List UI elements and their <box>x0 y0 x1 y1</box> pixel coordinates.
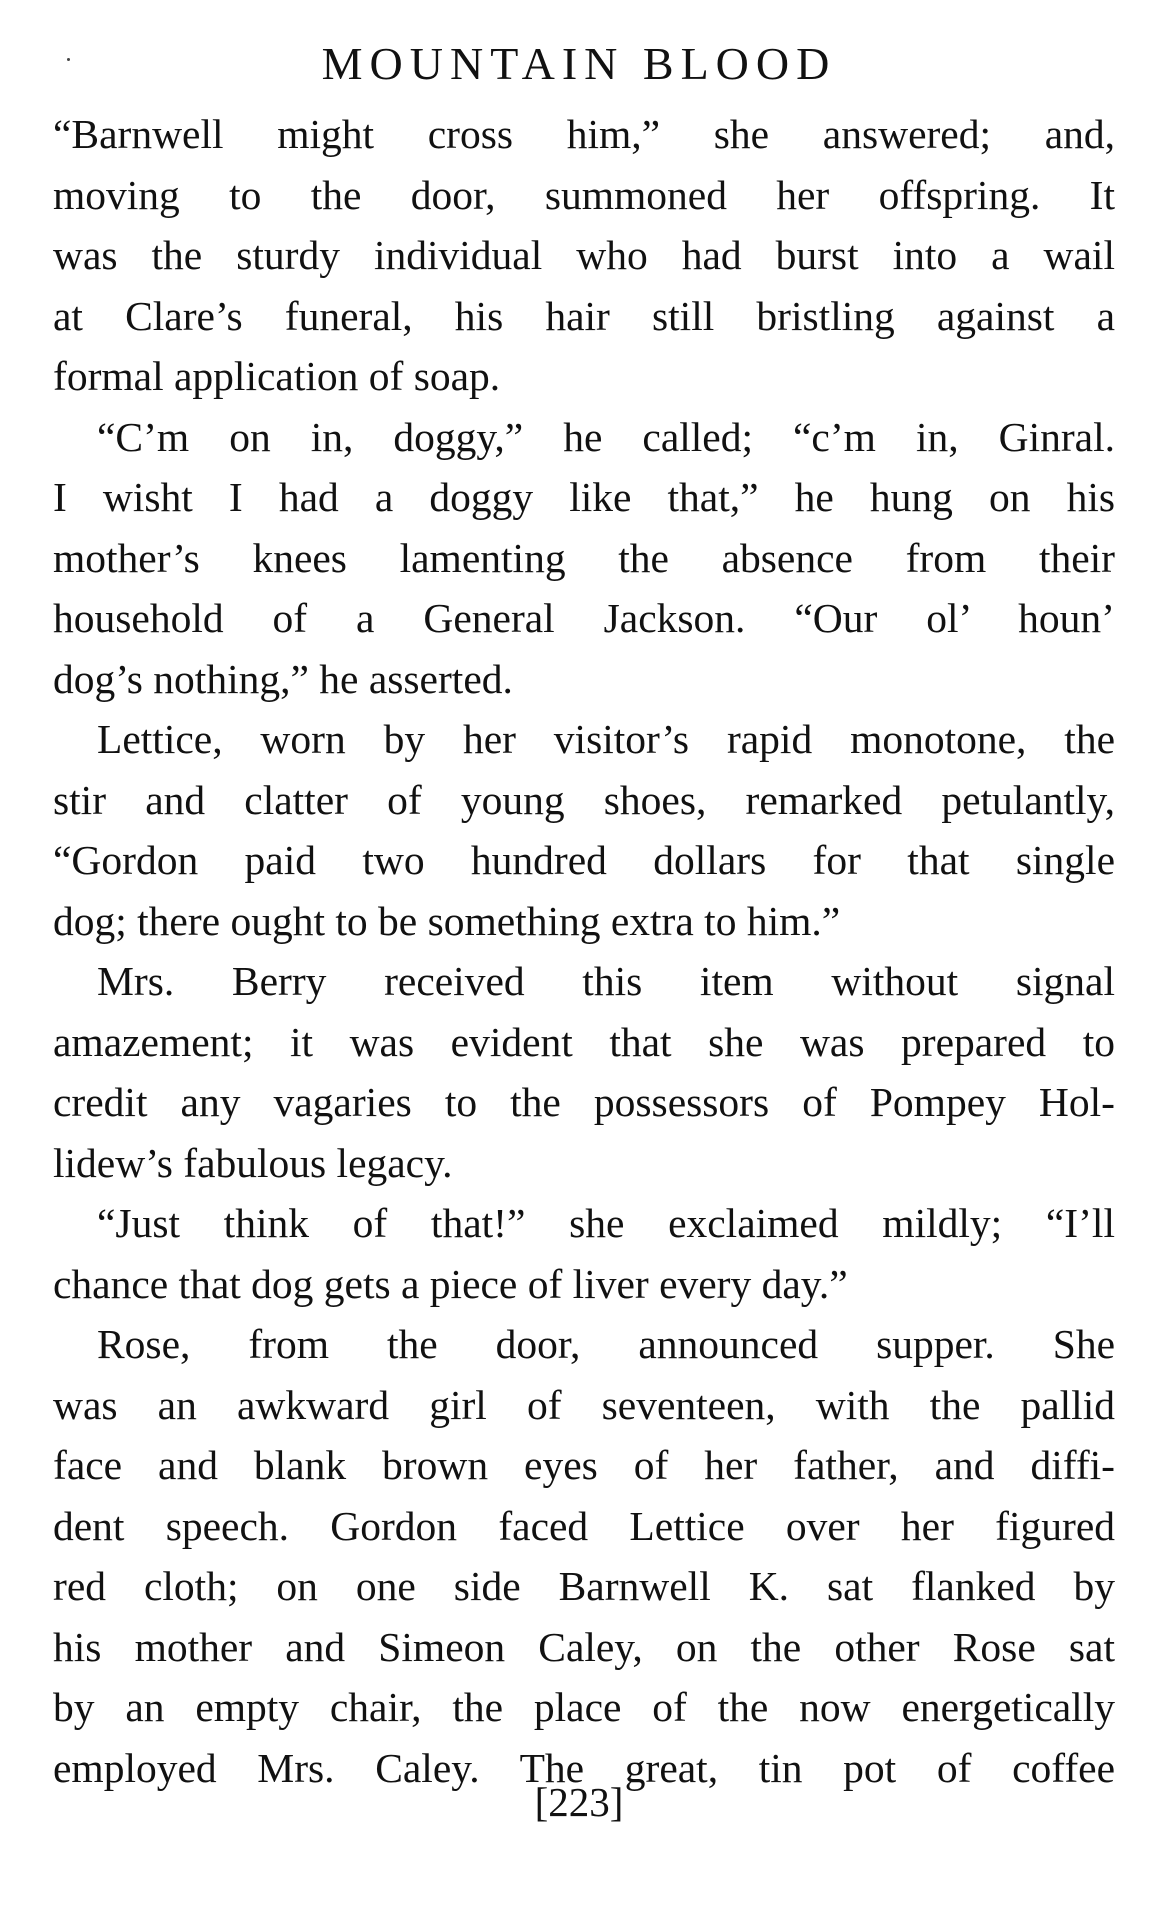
text-line: his mother and Simeon Caley, on the other Rose sat <box>53 1623 1115 1670</box>
text-line: “Just think of that!” she exclaimed mildly; “I’ll <box>97 1200 1115 1246</box>
text-line: Lettice, worn by her visitor’s rapid monotone, the <box>97 716 1115 762</box>
text-line: lidew’s fabulous legacy. <box>53 1139 453 1186</box>
text-line: “Barnwell might cross him,” she answered; and, <box>53 111 1115 157</box>
text-line: “Gordon paid two hundred dollars for that single <box>53 837 1115 883</box>
text-line: Rose, from the door, announced supper. She <box>97 1321 1115 1367</box>
text-line: employed Mrs. Caley. The great, tin pot of coffee <box>53 1744 1115 1791</box>
text-line: formal application of soap. <box>53 353 501 399</box>
text-line: at Clare’s funeral, his hair still bristling against a <box>53 292 1115 339</box>
text-line: stir and clatter of young shoes, remarked petulantly, <box>53 776 1115 823</box>
running-head: MOUNTAIN BLOOD <box>321 38 837 89</box>
text-line: was an awkward girl of seventeen, with the pallid <box>53 1381 1115 1428</box>
body-text <box>53 104 1115 1798</box>
text-line: “C’m on in, doggy,” he called; “c’m in, Ginral. <box>97 413 1115 460</box>
text-line: was the sturdy individual who had burst into a wail <box>53 232 1115 278</box>
text-line: credit any vagaries to the possessors of Pompey Hol- <box>53 1079 1115 1125</box>
text-line: dog’s nothing,” he asserted. <box>53 655 513 702</box>
text-line: household of a General Jackson. “Our ol’ houn’ <box>53 595 1115 641</box>
page-number: [223] <box>534 1779 624 1825</box>
text-line: I wisht I had a doggy like that,” he hung on his <box>53 474 1115 520</box>
text-line: dog; there ought to be something extra to him.” <box>53 897 841 944</box>
text-line: mother’s knees lamenting the absence from their <box>53 534 1115 581</box>
text-line: face and blank brown eyes of her father, and diffi- <box>53 1442 1115 1488</box>
text-line: amazement; it was evident that she was prepared to <box>53 1018 1115 1065</box>
text-line: chance that dog gets a piece of liver every day.” <box>53 1260 848 1307</box>
text-line: dent speech. Gordon faced Lettice over her figured <box>53 1502 1115 1549</box>
text-line: by an empty chair, the place of the now energetically <box>53 1684 1115 1730</box>
text-line: red cloth; on one side Barnwell K. sat flanked by <box>53 1563 1115 1609</box>
text-line: Mrs. Berry received this item without signal <box>97 958 1115 1004</box>
text-line: moving to the door, summoned her offspring. It <box>53 171 1115 218</box>
